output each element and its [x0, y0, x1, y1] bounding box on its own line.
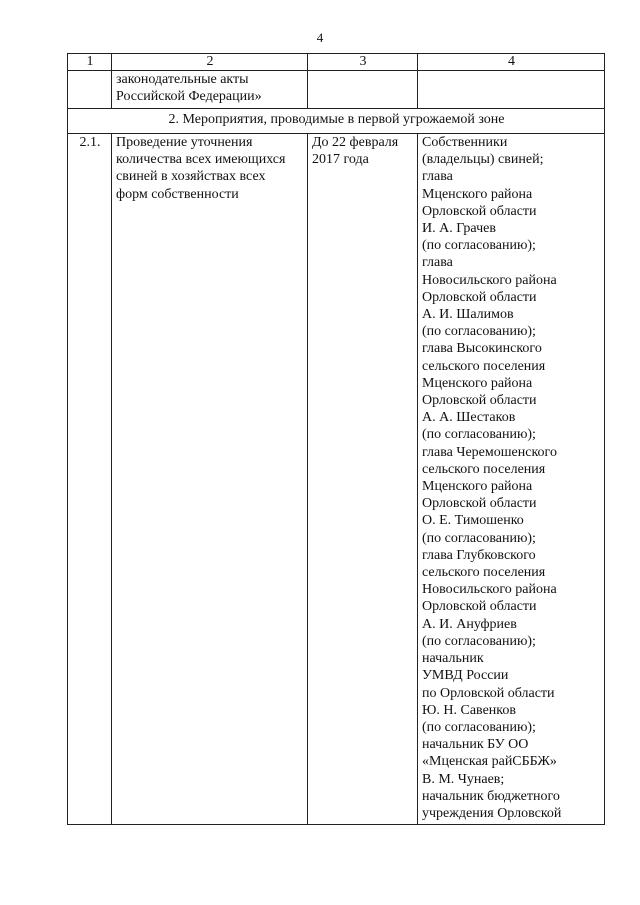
responsible-line: Новосильского района — [422, 582, 557, 598]
responsible-line: (по согласованию); — [422, 530, 536, 546]
continuation-cell-3 — [308, 71, 418, 109]
responsible-line: по Орловской области — [422, 685, 555, 701]
measure-line: свиней в хозяйствах всех — [116, 169, 266, 185]
responsible-line: сельского поселения — [422, 565, 546, 581]
responsible-line: Мценского района — [422, 186, 533, 202]
responsible-line: Орловской области — [422, 393, 537, 409]
responsible-line: учреждения Орловской — [422, 805, 562, 821]
responsible-line: (по согласованию); — [422, 633, 536, 649]
responsible-cell — [418, 134, 605, 825]
responsible-line: А. А. Шестаков — [422, 410, 516, 426]
responsible-line: О. Е. Тимошенко — [422, 513, 524, 529]
measure-line: Проведение уточнения — [116, 135, 253, 150]
deadline-line: 2017 года — [312, 152, 369, 168]
table-row — [68, 134, 605, 825]
responsible-line: (по согласованию); — [422, 719, 536, 735]
responsible-line: сельского поселения — [422, 358, 546, 374]
responsible-line: Орловской области — [422, 203, 537, 219]
responsible-line: И. А. Грачев — [422, 221, 496, 237]
deadline-line: До 22 февраля — [312, 135, 399, 150]
responsible-line: начальник БУ ОО — [422, 737, 529, 753]
responsible-line: (по согласованию); — [422, 324, 536, 340]
responsible-line: (по согласованию); — [422, 238, 536, 254]
responsible-line: начальник бюджетного — [422, 788, 560, 804]
responsible-line: Ю. Н. Савенков — [422, 702, 516, 718]
responsible-line: А. И. Ануфриев — [422, 616, 517, 632]
measure-cell — [112, 134, 308, 825]
section-row — [68, 109, 605, 134]
section-title: 2. Мероприятия, проводимые в первой угрожаемой зоне — [68, 109, 605, 134]
responsible-line: Орловской области — [422, 496, 537, 512]
responsible-list — [422, 134, 601, 822]
responsible-line: Новосильского района — [422, 272, 557, 288]
responsible-line: УМВД России — [422, 668, 509, 684]
responsible-line: (по согласованию); — [422, 427, 536, 443]
responsible-line: «Мценская райСББЖ» — [422, 754, 557, 770]
responsible-line: Орловской области — [422, 599, 537, 615]
header-cell-1: 1 — [68, 54, 112, 71]
measure-line: форм собственности — [116, 186, 239, 202]
responsible-line: (владельцы) свиней; — [422, 152, 544, 168]
responsible-line: глава — [422, 255, 453, 271]
measures-table — [67, 53, 605, 825]
responsible-line: глава Глубковского — [422, 547, 536, 563]
header-cell-2: 2 — [112, 54, 308, 71]
continuation-cell-1 — [68, 71, 112, 109]
header-cell-4: 4 — [418, 54, 605, 71]
responsible-line: глава Черемошенского — [422, 444, 557, 460]
responsible-line: В. М. Чунаев; — [422, 771, 505, 787]
page-number: 4 — [316, 30, 324, 45]
responsible-line: сельского поселения — [422, 461, 546, 477]
responsible-line: Собственники — [422, 135, 508, 150]
header-cell-3: 3 — [308, 54, 418, 71]
continuation-cell-2 — [112, 71, 308, 109]
row-number: 2.1. — [68, 134, 112, 825]
responsible-line: А. И. Шалимов — [422, 307, 514, 323]
responsible-line: Мценского района — [422, 375, 533, 391]
deadline-cell — [308, 134, 418, 825]
responsible-line: глава Высокинского — [422, 341, 542, 357]
continuation-row — [68, 71, 605, 109]
measure-line: количества всех имеющихся — [116, 152, 286, 168]
continuation-line: Российской Федерации» — [116, 89, 262, 105]
continuation-line: законодательные акты — [116, 72, 249, 87]
responsible-line: Мценского района — [422, 479, 533, 495]
responsible-line: начальник — [422, 651, 484, 667]
responsible-line: Орловской области — [422, 289, 537, 305]
responsible-line: глава — [422, 169, 453, 185]
table-header-row — [68, 54, 605, 71]
continuation-cell-4 — [418, 71, 605, 109]
